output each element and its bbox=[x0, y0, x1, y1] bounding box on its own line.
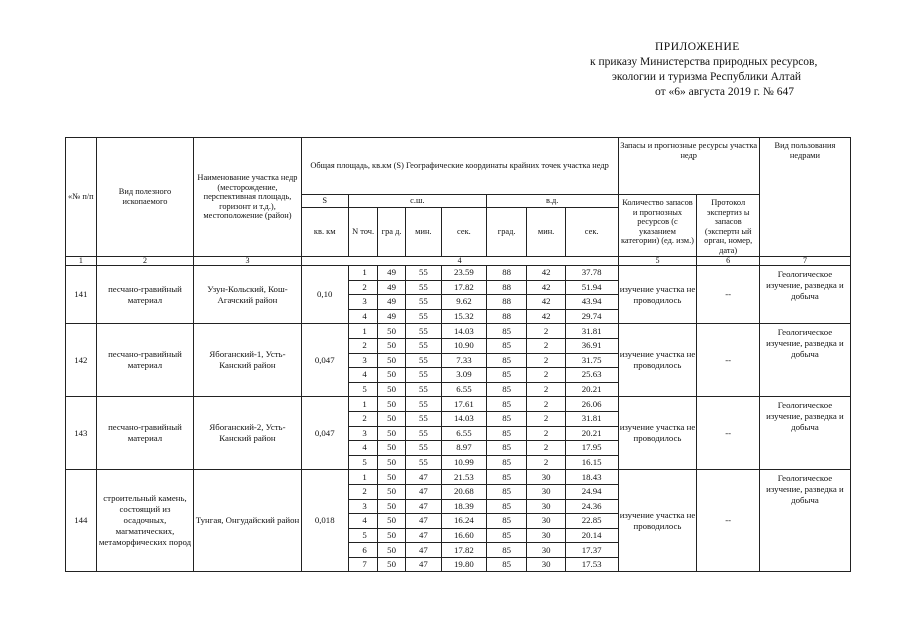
lat-seconds: 10.99 bbox=[441, 455, 486, 470]
table-row bbox=[66, 324, 851, 339]
lat-minutes: 55 bbox=[405, 280, 441, 295]
reserves-quantity: изучение участка не проводилось bbox=[618, 397, 697, 470]
subsoil-use-type: Геологическое изучение, разведка и добыча bbox=[759, 397, 850, 470]
lon-degrees: 88 bbox=[486, 309, 527, 324]
lon-minutes: 42 bbox=[527, 295, 565, 310]
lon-minutes: 2 bbox=[527, 411, 565, 426]
lon-degrees: 85 bbox=[486, 543, 527, 558]
site-area: 0,10 bbox=[301, 266, 348, 324]
site-area: 0,047 bbox=[301, 397, 348, 470]
lat-minutes: 47 bbox=[405, 484, 441, 499]
lon-seconds: 20.21 bbox=[565, 426, 618, 441]
point-number: 1 bbox=[348, 266, 378, 281]
appendix-title: ПРИЛОЖЕНИЕ bbox=[655, 41, 740, 53]
site-name: Узун-Кольский, Кош-Агачский район bbox=[194, 266, 301, 324]
lon-minutes: 2 bbox=[527, 353, 565, 368]
lon-seconds: 43.94 bbox=[565, 295, 618, 310]
header-s: S bbox=[301, 195, 348, 208]
lon-seconds: 17.95 bbox=[565, 441, 618, 456]
point-number: 5 bbox=[348, 455, 378, 470]
lon-degrees: 85 bbox=[486, 397, 527, 412]
mineral-type: песчано-гравийный материал bbox=[96, 324, 194, 397]
lon-minutes: 42 bbox=[527, 309, 565, 324]
lon-seconds: 22.85 bbox=[565, 514, 618, 529]
header-lat-minutes: мин. bbox=[405, 208, 441, 257]
lat-degrees: 50 bbox=[378, 514, 405, 529]
table-row bbox=[66, 470, 851, 485]
header-north-latitude: с.ш. bbox=[348, 195, 486, 208]
lat-seconds: 23.59 bbox=[441, 266, 486, 281]
lon-seconds: 26.06 bbox=[565, 397, 618, 412]
lat-degrees: 50 bbox=[378, 470, 405, 485]
point-number: 6 bbox=[348, 543, 378, 558]
lat-degrees: 50 bbox=[378, 557, 405, 572]
lat-degrees: 50 bbox=[378, 528, 405, 543]
lat-degrees: 49 bbox=[378, 309, 405, 324]
lon-minutes: 2 bbox=[527, 338, 565, 353]
lon-degrees: 85 bbox=[486, 382, 527, 397]
reserves-protocol: -- bbox=[697, 397, 759, 470]
point-number: 1 bbox=[348, 324, 378, 339]
lon-minutes: 30 bbox=[527, 470, 565, 485]
col-number: 3 bbox=[194, 257, 301, 266]
lat-degrees: 50 bbox=[378, 426, 405, 441]
lon-degrees: 88 bbox=[486, 295, 527, 310]
header-sqkm: кв. км bbox=[301, 208, 348, 257]
subsoil-use-type: Геологическое изучение, разведка и добыча bbox=[759, 266, 850, 324]
lon-degrees: 85 bbox=[486, 499, 527, 514]
lat-degrees: 49 bbox=[378, 295, 405, 310]
lat-degrees: 49 bbox=[378, 266, 405, 281]
lon-minutes: 30 bbox=[527, 499, 565, 514]
lon-degrees: 85 bbox=[486, 455, 527, 470]
lon-minutes: 42 bbox=[527, 266, 565, 281]
point-number: 4 bbox=[348, 309, 378, 324]
lon-seconds: 25.63 bbox=[565, 368, 618, 383]
lon-seconds: 29.74 bbox=[565, 309, 618, 324]
table-row bbox=[66, 397, 851, 412]
lat-seconds: 3.09 bbox=[441, 368, 486, 383]
lon-degrees: 88 bbox=[486, 266, 527, 281]
lat-degrees: 50 bbox=[378, 484, 405, 499]
lat-minutes: 55 bbox=[405, 411, 441, 426]
lon-degrees: 85 bbox=[486, 368, 527, 383]
lat-minutes: 47 bbox=[405, 499, 441, 514]
lon-degrees: 85 bbox=[486, 528, 527, 543]
header-site-name: Наименование участка недр (месторождение, перспективная площадь, горизонт и т.д.), местоположение (район) bbox=[194, 138, 301, 257]
lat-seconds: 17.82 bbox=[441, 543, 486, 558]
lon-seconds: 17.37 bbox=[565, 543, 618, 558]
col-number: 5 bbox=[618, 257, 697, 266]
lat-seconds: 15.32 bbox=[441, 309, 486, 324]
subsoil-use-type: Геологическое изучение, разведка и добыча bbox=[759, 324, 850, 397]
lon-seconds: 24.36 bbox=[565, 499, 618, 514]
lon-seconds: 37.78 bbox=[565, 266, 618, 281]
lat-seconds: 14.03 bbox=[441, 324, 486, 339]
mineral-type: песчано-гравийный материал bbox=[96, 266, 194, 324]
header-quantity: Количество запасов и прогнозных ресурсов (с указанием категории) (ед. изм.) bbox=[618, 195, 697, 257]
lon-seconds: 20.21 bbox=[565, 382, 618, 397]
lat-degrees: 50 bbox=[378, 397, 405, 412]
point-number: 1 bbox=[348, 397, 378, 412]
lat-minutes: 55 bbox=[405, 324, 441, 339]
lat-seconds: 20.68 bbox=[441, 484, 486, 499]
col-number: 1 bbox=[66, 257, 97, 266]
header-lon-minutes: мин. bbox=[527, 208, 565, 257]
lon-degrees: 85 bbox=[486, 426, 527, 441]
lat-minutes: 55 bbox=[405, 338, 441, 353]
lon-seconds: 24.94 bbox=[565, 484, 618, 499]
lat-degrees: 50 bbox=[378, 338, 405, 353]
lat-seconds: 14.03 bbox=[441, 411, 486, 426]
header-lat-degrees: гра д. bbox=[378, 208, 405, 257]
col-number: 7 bbox=[759, 257, 850, 266]
lat-minutes: 55 bbox=[405, 455, 441, 470]
header-area-coordinates: Общая площадь, кв.км (S) Географические координаты крайних точек участка недр bbox=[301, 138, 618, 195]
header-east-longitude: в.д. bbox=[486, 195, 618, 208]
ministry-line: экологии и туризма Республики Алтай bbox=[612, 71, 802, 83]
lat-seconds: 16.60 bbox=[441, 528, 486, 543]
lon-degrees: 85 bbox=[486, 514, 527, 529]
lon-seconds: 17.53 bbox=[565, 557, 618, 572]
column-number-row bbox=[66, 257, 851, 266]
point-number: 2 bbox=[348, 411, 378, 426]
point-number: 7 bbox=[348, 557, 378, 572]
lon-seconds: 16.15 bbox=[565, 455, 618, 470]
col-number: 2 bbox=[96, 257, 194, 266]
mineral-type: песчано-гравийный материал bbox=[96, 397, 194, 470]
lat-degrees: 50 bbox=[378, 441, 405, 456]
lon-minutes: 2 bbox=[527, 368, 565, 383]
point-number: 2 bbox=[348, 484, 378, 499]
order-ref-line: к приказу Министерства природных ресурсов, bbox=[590, 56, 818, 68]
lon-degrees: 85 bbox=[486, 324, 527, 339]
lon-seconds: 20.14 bbox=[565, 528, 618, 543]
lon-minutes: 42 bbox=[527, 280, 565, 295]
lon-seconds: 31.81 bbox=[565, 324, 618, 339]
lon-degrees: 85 bbox=[486, 353, 527, 368]
lon-minutes: 30 bbox=[527, 557, 565, 572]
lat-degrees: 50 bbox=[378, 455, 405, 470]
lon-minutes: 2 bbox=[527, 397, 565, 412]
site-name: Тунгая, Онгудайский район bbox=[194, 470, 301, 572]
lat-seconds: 16.24 bbox=[441, 514, 486, 529]
lat-seconds: 21.53 bbox=[441, 470, 486, 485]
site-name: Ябоганский-1, Усть-Канский район bbox=[194, 324, 301, 397]
lon-seconds: 51.94 bbox=[565, 280, 618, 295]
lon-minutes: 30 bbox=[527, 514, 565, 529]
header-num: «№ п/п bbox=[66, 138, 97, 257]
lon-degrees: 85 bbox=[486, 441, 527, 456]
site-name: Ябоганский-2, Усть-Канский район bbox=[194, 397, 301, 470]
lon-degrees: 85 bbox=[486, 470, 527, 485]
lon-degrees: 85 bbox=[486, 484, 527, 499]
subsoil-sites-table bbox=[65, 137, 851, 572]
lon-seconds: 18.43 bbox=[565, 470, 618, 485]
lat-minutes: 55 bbox=[405, 266, 441, 281]
lon-minutes: 2 bbox=[527, 382, 565, 397]
lat-seconds: 6.55 bbox=[441, 382, 486, 397]
lon-minutes: 2 bbox=[527, 455, 565, 470]
point-number: 2 bbox=[348, 280, 378, 295]
point-number: 1 bbox=[348, 470, 378, 485]
reserves-quantity: изучение участка не проводилось bbox=[618, 324, 697, 397]
header-mineral-type: Вид полезного ископаемого bbox=[96, 138, 194, 257]
lat-seconds: 6.55 bbox=[441, 426, 486, 441]
header-point-number: N точ. bbox=[348, 208, 378, 257]
lat-seconds: 9.62 bbox=[441, 295, 486, 310]
lat-seconds: 17.82 bbox=[441, 280, 486, 295]
point-number: 3 bbox=[348, 295, 378, 310]
point-number: 4 bbox=[348, 514, 378, 529]
lat-seconds: 7.33 bbox=[441, 353, 486, 368]
header-reserves: Запасы и прогнозные ресурсы участка недр bbox=[618, 138, 759, 195]
reserves-protocol: -- bbox=[697, 324, 759, 397]
lon-minutes: 2 bbox=[527, 441, 565, 456]
site-number: 141 bbox=[66, 266, 97, 324]
point-number: 5 bbox=[348, 382, 378, 397]
site-number: 144 bbox=[66, 470, 97, 572]
lat-degrees: 50 bbox=[378, 353, 405, 368]
lat-degrees: 50 bbox=[378, 543, 405, 558]
mineral-type: строительный камень, состоящий из осадочных, магматических, метаморфических пород bbox=[96, 470, 194, 572]
site-area: 0,018 bbox=[301, 470, 348, 572]
point-number: 3 bbox=[348, 426, 378, 441]
lat-minutes: 47 bbox=[405, 514, 441, 529]
point-number: 2 bbox=[348, 338, 378, 353]
lat-degrees: 50 bbox=[378, 411, 405, 426]
lat-seconds: 8.97 bbox=[441, 441, 486, 456]
reserves-protocol: -- bbox=[697, 266, 759, 324]
lat-minutes: 47 bbox=[405, 543, 441, 558]
lat-minutes: 55 bbox=[405, 353, 441, 368]
lon-seconds: 31.81 bbox=[565, 411, 618, 426]
lat-minutes: 55 bbox=[405, 368, 441, 383]
lat-minutes: 47 bbox=[405, 470, 441, 485]
col-number: 6 bbox=[697, 257, 759, 266]
lat-minutes: 47 bbox=[405, 557, 441, 572]
lat-degrees: 50 bbox=[378, 324, 405, 339]
point-number: 3 bbox=[348, 353, 378, 368]
reserves-protocol: -- bbox=[697, 470, 759, 572]
lat-seconds: 17.61 bbox=[441, 397, 486, 412]
lat-seconds: 10.90 bbox=[441, 338, 486, 353]
lat-minutes: 55 bbox=[405, 426, 441, 441]
lat-degrees: 50 bbox=[378, 382, 405, 397]
lon-degrees: 85 bbox=[486, 557, 527, 572]
header-use-type: Вид пользования недрами bbox=[759, 138, 850, 257]
point-number: 4 bbox=[348, 368, 378, 383]
header-lat-seconds: сек. bbox=[441, 208, 486, 257]
lat-seconds: 19.80 bbox=[441, 557, 486, 572]
lon-seconds: 36.91 bbox=[565, 338, 618, 353]
lat-minutes: 55 bbox=[405, 441, 441, 456]
point-number: 4 bbox=[348, 441, 378, 456]
reserves-quantity: изучение участка не проводилось bbox=[618, 266, 697, 324]
lat-seconds: 18.39 bbox=[441, 499, 486, 514]
lon-degrees: 88 bbox=[486, 280, 527, 295]
lat-minutes: 47 bbox=[405, 528, 441, 543]
lat-minutes: 55 bbox=[405, 397, 441, 412]
subsoil-use-type: Геологическое изучение, разведка и добыча bbox=[759, 470, 850, 572]
lat-minutes: 55 bbox=[405, 295, 441, 310]
lon-minutes: 2 bbox=[527, 324, 565, 339]
col-number: 4 bbox=[301, 257, 618, 266]
lon-degrees: 85 bbox=[486, 411, 527, 426]
reserves-quantity: изучение участка не проводилось bbox=[618, 470, 697, 572]
lat-degrees: 50 bbox=[378, 499, 405, 514]
lat-minutes: 55 bbox=[405, 309, 441, 324]
table-row bbox=[66, 266, 851, 281]
lat-degrees: 50 bbox=[378, 368, 405, 383]
lon-minutes: 30 bbox=[527, 528, 565, 543]
header-protocol: Протокол экспертиз ы запасов (экспертн ый орган, номер, дата) bbox=[697, 195, 759, 257]
lon-seconds: 31.75 bbox=[565, 353, 618, 368]
lon-minutes: 30 bbox=[527, 484, 565, 499]
site-number: 143 bbox=[66, 397, 97, 470]
site-area: 0,047 bbox=[301, 324, 348, 397]
site-number: 142 bbox=[66, 324, 97, 397]
order-date-line: от «6» августа 2019 г. № 647 bbox=[655, 86, 795, 98]
lon-minutes: 30 bbox=[527, 543, 565, 558]
lat-minutes: 55 bbox=[405, 382, 441, 397]
header-lon-degrees: град. bbox=[486, 208, 527, 257]
point-number: 5 bbox=[348, 528, 378, 543]
lon-degrees: 85 bbox=[486, 338, 527, 353]
header-lon-seconds: сек. bbox=[565, 208, 618, 257]
lon-minutes: 2 bbox=[527, 426, 565, 441]
lat-degrees: 49 bbox=[378, 280, 405, 295]
point-number: 3 bbox=[348, 499, 378, 514]
